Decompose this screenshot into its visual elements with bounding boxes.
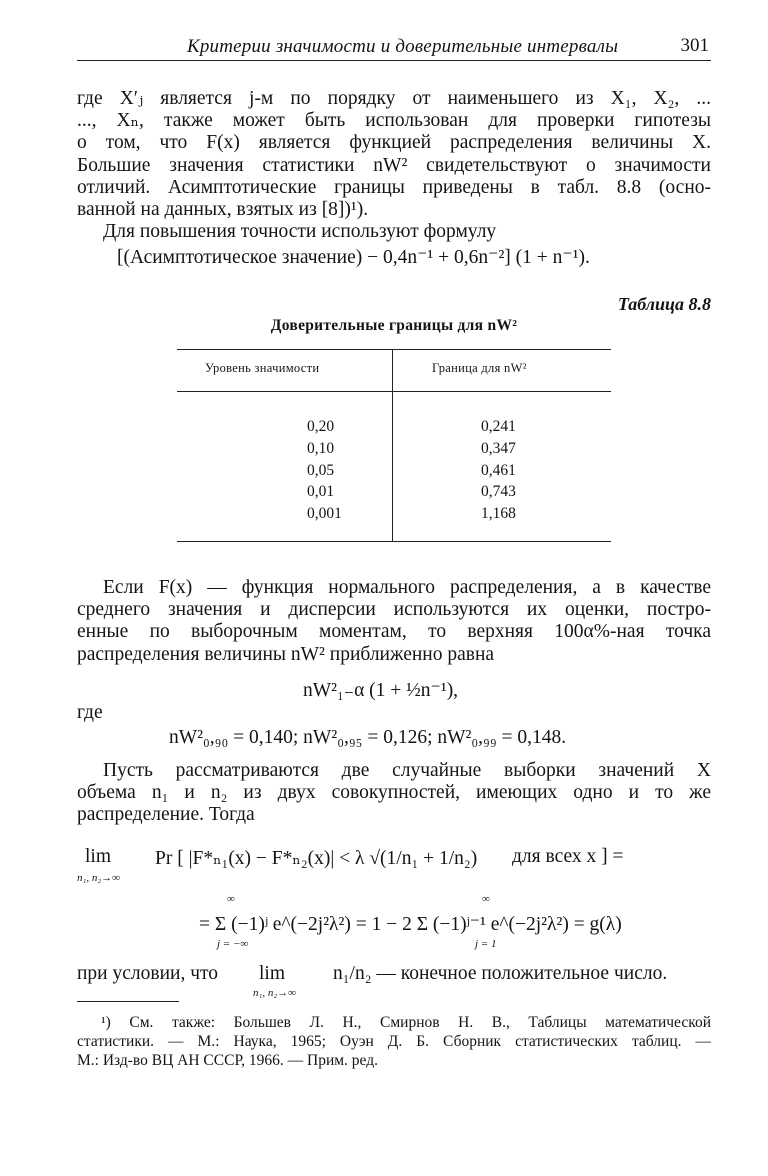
formula-limit-tail: для всех x ] =	[512, 846, 624, 867]
paragraph-1-line: Большие значения статистики nW² свидетельствуют о значимости	[77, 154, 711, 176]
formula-limit-lim: lim	[85, 846, 112, 867]
paragraph-3	[77, 577, 711, 666]
paragraph-1	[77, 88, 711, 243]
book-page	[77, 0, 711, 1176]
formula-quantiles: nW²₀,₉₀ = 0,140; nW²₀,₉₅ = 0,126; nW²₀,₉₉ = 0,148.	[169, 727, 567, 748]
table-caption: Доверительные границы для nW²	[270, 317, 518, 334]
condition-suffix: n₁/n₂ — конечное положительное число.	[333, 963, 668, 984]
paragraph-1-line: где X′ⱼ является j-м по порядку от наименьшего из X₁, X₂, ...	[77, 88, 711, 109]
sum1-upper: ∞	[227, 893, 235, 905]
table-cell: 0,347	[481, 439, 516, 457]
table-cell: 0,10	[307, 439, 335, 457]
paragraph-1-line: ванной на данных, взятых из [8])¹).	[77, 198, 369, 220]
running-header-title: Критерии значимости и доверительные интервалы	[187, 36, 619, 57]
condition-prefix: при условии, что	[77, 963, 219, 984]
table-col2-header: Граница для nW²	[432, 361, 527, 375]
sum2-lower: j = 1	[475, 938, 497, 950]
paragraph-3-line: среднего значения и дисперсии используются их оценки, постро-	[77, 599, 711, 621]
table-cell: 0,461	[481, 461, 516, 479]
paragraph-4-line: Пусть рассматриваются две случайные выборки значений X	[103, 760, 711, 781]
table-cell: 0,001	[307, 505, 342, 523]
table-cell: 1,168	[481, 505, 516, 523]
paragraph-3-line: распределения величины nW² приближенно равна	[77, 643, 495, 665]
table-top-rule	[177, 349, 611, 350]
paragraph-3-line: Если F(x) — функция нормального распределения, а в качестве	[103, 577, 711, 598]
paragraph-1-line: отличий. Асимптотические границы приведены в табл. 8.8 (осно-	[77, 176, 711, 198]
table-cell: 0,743	[481, 483, 516, 501]
sum1-lower: j = −∞	[217, 938, 249, 950]
footnote-line: статистики. — М.: Наука, 1965; Оуэн Д. Б. Сборник статистических таблиц. —	[77, 1033, 711, 1050]
table-cell: 0,01	[307, 483, 335, 501]
formula-limit-sub: n₁, n₂→∞	[77, 872, 120, 884]
footnote-rule	[77, 1001, 179, 1002]
table-bottom-rule	[177, 541, 611, 542]
table-cell: 0,20	[307, 418, 335, 435]
table-8-8	[177, 347, 611, 543]
formula-limit-expr: Pr [ |F*ₙ₁(x) − F*ₙ₂(x)| < λ √(1/n₁ + 1/n₂)	[155, 848, 478, 869]
formula-upper-point: nW²₁₋α (1 + ½n⁻¹),	[303, 680, 459, 701]
sum2-upper: ∞	[482, 893, 490, 905]
formula-series: = Σ (−1)ʲ e^(−2j²λ²) = 1 − 2 Σ (−1)ʲ⁻¹ e^(−2j²λ²) = g(λ)	[199, 914, 622, 935]
table-column-divider	[392, 349, 393, 541]
table-col1-header: Уровень значимости	[205, 361, 320, 375]
formula-asymptotic-correction: [(Асимптотическое значение) − 0,4n⁻¹ + 0,6n⁻²] (1 + n⁻¹).	[117, 247, 590, 268]
page-number: 301	[680, 35, 709, 56]
table-cell: 0,05	[307, 461, 335, 479]
condition-lim: lim	[259, 963, 286, 984]
table-col2-values	[481, 416, 541, 525]
table-header-rule	[177, 391, 611, 392]
paragraph-4-line: объема n₁ и n₂ из двух совокупностей, имеющих одно и то же	[77, 782, 711, 804]
paragraph-1-line: о том, что F(x) является функцией распределения величины X.	[77, 132, 711, 154]
table-col1-values	[307, 416, 387, 525]
paragraph-1-line: ..., Xₙ, также может быть использован для проверки гипотезы	[77, 110, 711, 132]
paragraph-4-line: распределение. Тогда	[77, 804, 255, 826]
footnote-line: ¹) См. также: Большев Л. Н., Смирнов Н. В., Таблицы математической	[101, 1014, 711, 1031]
paragraph-2: Для повышения точности используют формулу	[103, 221, 497, 243]
footnote	[77, 1013, 711, 1070]
table-cell: 0,241	[481, 418, 516, 435]
running-header	[77, 34, 711, 61]
where-label: где	[77, 702, 103, 723]
condition-lim-sub: n₁, n₂→∞	[253, 987, 296, 999]
footnote-line: М.: Изд-во ВЦ АН СССР, 1966. — Прим. ред.	[77, 1052, 378, 1069]
table-label: Таблица 8.8	[617, 294, 711, 314]
paragraph-3-line: енные по выборочным моментам, то верхняя 100α%-ная точка	[77, 621, 711, 643]
paragraph-4	[77, 760, 711, 827]
